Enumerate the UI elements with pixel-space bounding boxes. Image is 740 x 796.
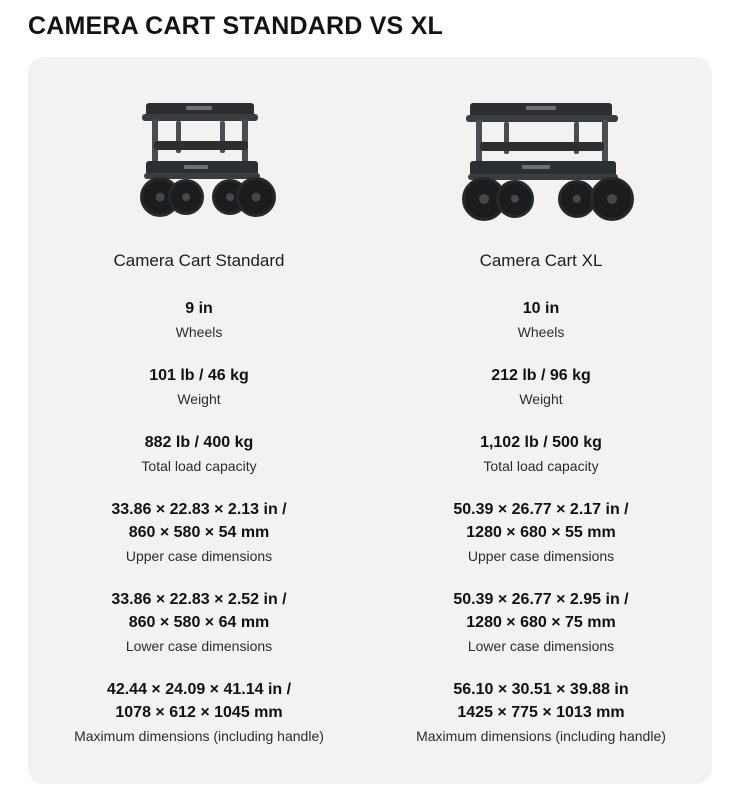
spec-value bbox=[453, 498, 628, 544]
spec-weight bbox=[149, 364, 249, 409]
product-name: Camera Cart Standard bbox=[113, 251, 285, 270]
spec-value-line: 56.10 × 30.51 × 39.88 in bbox=[453, 681, 629, 698]
spec-value bbox=[480, 431, 602, 454]
spec-value-line: 1425 × 775 × 1013 mm bbox=[457, 704, 625, 721]
spec-value bbox=[74, 678, 324, 724]
comparison-columns bbox=[28, 57, 712, 784]
spec-lower-case-dimensions bbox=[111, 588, 286, 656]
spec-label: Upper case dimensions bbox=[125, 548, 273, 564]
spec-lower-case-dimensions bbox=[453, 588, 628, 656]
spec-label: Maximum dimensions (including handle) bbox=[416, 728, 666, 744]
spec-value bbox=[149, 364, 249, 387]
spec-wheels bbox=[518, 297, 565, 342]
spec-value bbox=[518, 297, 565, 320]
spec-value-line: 9 in bbox=[185, 300, 213, 317]
spec-value-line: 33.86 × 22.83 × 2.52 in / bbox=[111, 591, 287, 608]
spec-value-line: 10 in bbox=[522, 300, 560, 317]
spec-value bbox=[491, 364, 591, 387]
spec-value-line: 1078 × 612 × 1045 mm bbox=[115, 704, 283, 721]
spec-value-line: 1280 × 680 × 55 mm bbox=[466, 524, 616, 541]
spec-value-line: 860 × 580 × 64 mm bbox=[128, 614, 270, 631]
spec-value-line: 212 lb / 96 kg bbox=[491, 367, 591, 384]
spec-value bbox=[416, 678, 666, 724]
comparison-panel bbox=[28, 57, 712, 784]
spec-value-line: 1280 × 680 × 75 mm bbox=[466, 614, 616, 631]
spec-value bbox=[141, 431, 256, 454]
spec-value bbox=[176, 297, 223, 320]
spec-load-capacity bbox=[480, 431, 602, 476]
spec-label: Weight bbox=[519, 391, 563, 407]
camera-cart-standard-illustration bbox=[124, 87, 274, 237]
spec-label: Total load capacity bbox=[141, 458, 257, 474]
spec-value-line: 42.44 × 24.09 × 41.14 in / bbox=[106, 681, 292, 698]
spec-value-line: 50.39 × 26.77 × 2.17 in / bbox=[453, 501, 629, 518]
spec-value-line: 882 lb / 400 kg bbox=[144, 434, 254, 451]
spec-value bbox=[111, 588, 286, 634]
spec-label: Wheels bbox=[175, 324, 223, 340]
spec-weight bbox=[491, 364, 591, 409]
spec-upper-case-dimensions bbox=[453, 498, 628, 566]
spec-wheels bbox=[176, 297, 223, 342]
spec-label: Maximum dimensions (including handle) bbox=[74, 728, 324, 744]
camera-cart-xl-illustration bbox=[446, 87, 636, 237]
spec-value-line: 50.39 × 26.77 × 2.95 in / bbox=[453, 591, 629, 608]
product-column-xl bbox=[370, 87, 712, 784]
page-title: CAMERA CART STANDARD VS XL bbox=[28, 12, 443, 40]
spec-maximum-dimensions bbox=[74, 678, 324, 746]
product-column-standard bbox=[28, 87, 370, 784]
spec-label: Upper case dimensions bbox=[467, 548, 615, 564]
spec-value bbox=[111, 498, 286, 544]
spec-label: Lower case dimensions bbox=[125, 638, 273, 654]
spec-load-capacity bbox=[141, 431, 256, 476]
spec-label: Lower case dimensions bbox=[467, 638, 615, 654]
product-name: Camera Cart XL bbox=[479, 251, 603, 270]
spec-value-line: 101 lb / 46 kg bbox=[149, 367, 249, 384]
spec-label: Weight bbox=[177, 391, 221, 407]
spec-value-line: 1,102 lb / 500 kg bbox=[480, 434, 602, 451]
spec-maximum-dimensions bbox=[416, 678, 666, 746]
spec-value-line: 33.86 × 22.83 × 2.13 in / bbox=[111, 501, 287, 518]
spec-value bbox=[453, 588, 628, 634]
spec-value-line: 860 × 580 × 54 mm bbox=[128, 524, 270, 541]
spec-label: Wheels bbox=[517, 324, 565, 340]
spec-label: Total load capacity bbox=[483, 458, 599, 474]
spec-upper-case-dimensions bbox=[111, 498, 286, 566]
